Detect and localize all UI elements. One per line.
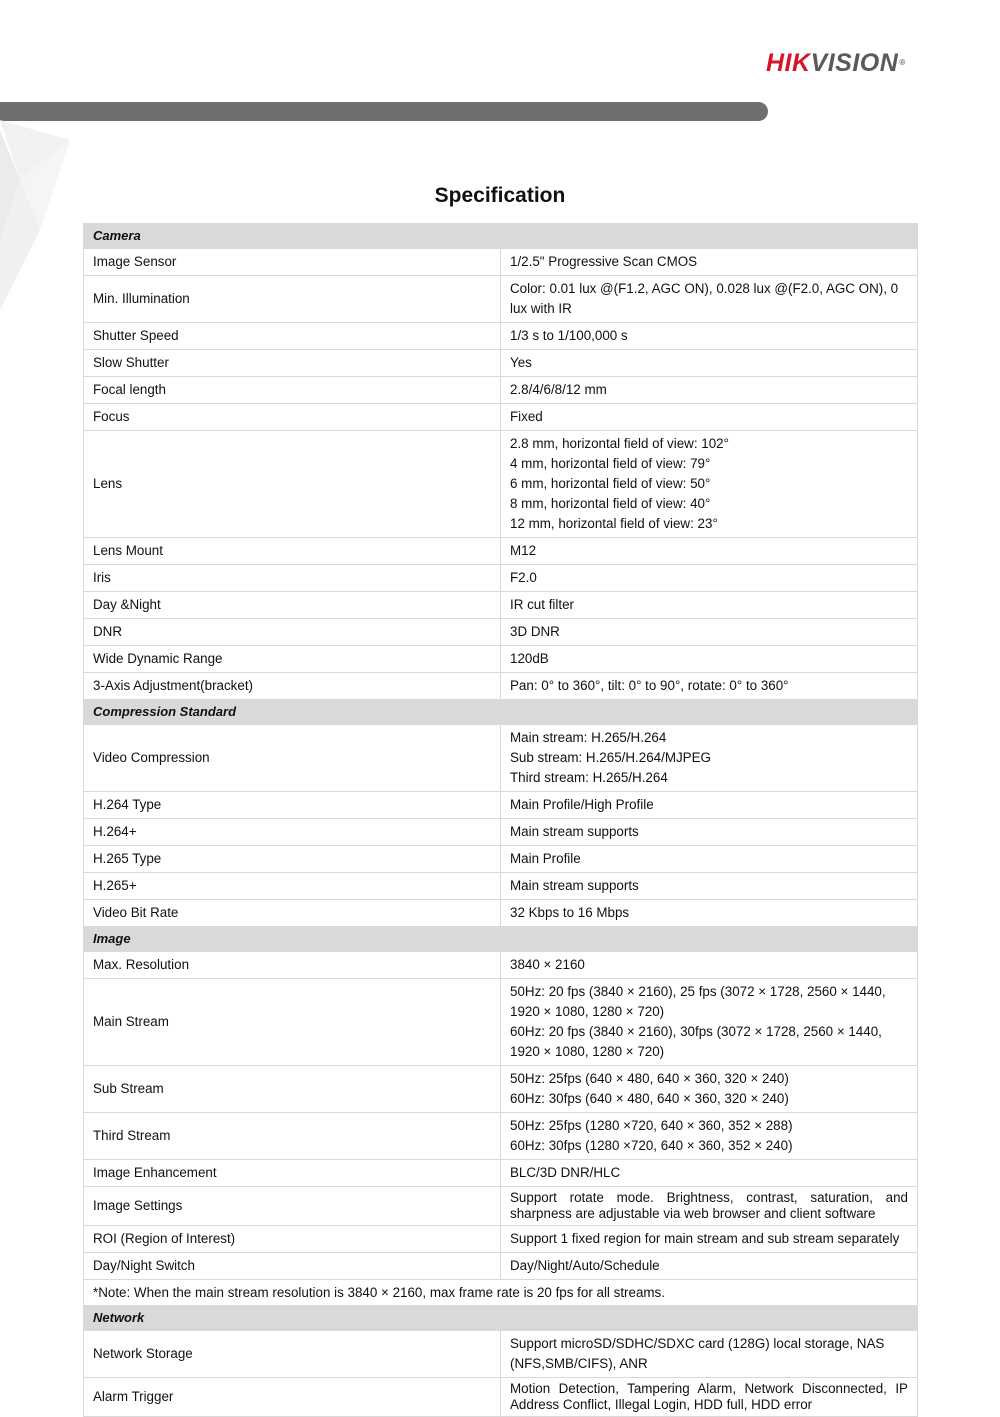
spec-value-line: 60Hz: 20 fps (3840 × 2160), 30fps (3072 × 1728, 2560 × 1440, 1920 × 1080, 1280 × 720) (510, 1024, 882, 1059)
spec-value (501, 1226, 918, 1253)
spec-value (501, 1253, 918, 1280)
spec-label: Sub Stream (84, 1066, 501, 1113)
spec-value-line: 2.8 mm, horizontal field of view: 102° (510, 436, 729, 451)
spec-value (501, 404, 918, 431)
table-row (84, 276, 918, 323)
spec-value-line: 50Hz: 25fps (640 × 480, 640 × 360, 320 × 240) (510, 1071, 789, 1086)
spec-value-line: Day/Night/Auto/Schedule (510, 1258, 660, 1273)
table-row (84, 1160, 918, 1187)
spec-value-line: 50Hz: 25fps (1280 ×720, 640 × 360, 352 × 288) (510, 1118, 793, 1133)
spec-value (501, 725, 918, 792)
spec-value (501, 673, 918, 700)
table-row (84, 1187, 918, 1226)
spec-value-line: BLC/3D DNR/HLC (510, 1165, 621, 1180)
spec-value-line: Fixed (510, 409, 543, 424)
spec-value (501, 1160, 918, 1187)
spec-label: Slow Shutter (84, 350, 501, 377)
table-row (84, 592, 918, 619)
note-row (84, 1280, 918, 1306)
spec-value (501, 873, 918, 900)
spec-label: Lens Mount (84, 538, 501, 565)
table-row (84, 725, 918, 792)
page-title: Specification (434, 184, 566, 207)
spec-value (501, 792, 918, 819)
spec-label: H.264 Type (84, 792, 501, 819)
spec-value (501, 619, 918, 646)
table-row (84, 673, 918, 700)
spec-value (501, 538, 918, 565)
header-bar (0, 102, 768, 121)
spec-label: Day &Night (84, 592, 501, 619)
spec-value-line: 8 mm, horizontal field of view: 40° (510, 496, 711, 511)
spec-value-line: Main stream supports (510, 824, 639, 839)
spec-value-line: 1/2.5" Progressive Scan CMOS (510, 254, 698, 269)
spec-label: Image Sensor (84, 249, 501, 276)
registered-mark: ® (899, 58, 906, 67)
section-heading: Compression Standard (84, 700, 918, 725)
spec-value-line: Motion Detection, Tampering Alarm, Network Disconnected, IP Address Conflict, Illegal Login, HDD full, HDD error (510, 1381, 908, 1412)
logo-part-grey: VISION (810, 49, 899, 77)
section-header (84, 1306, 918, 1331)
spec-label: Focal length (84, 377, 501, 404)
spec-value-line: 3840 × 2160 (510, 957, 585, 972)
spec-value-line: Support 1 fixed region for main stream and sub stream separately (510, 1231, 900, 1246)
spec-value (501, 350, 918, 377)
spec-value-line: 32 Kbps to 16 Mbps (510, 905, 630, 920)
table-row (84, 1253, 918, 1280)
spec-value-line: Main Profile/High Profile (510, 797, 654, 812)
spec-value-line: Support microSD/SDHC/SDXC card (128G) local storage, NAS (NFS,SMB/CIFS), ANR (510, 1336, 885, 1371)
table-row (84, 846, 918, 873)
spec-value-line: 120dB (510, 651, 549, 666)
table-row (84, 979, 918, 1066)
spec-label: Iris (84, 565, 501, 592)
table-row (84, 350, 918, 377)
spec-value-line: Yes (510, 355, 532, 370)
spec-value-line: F2.0 (510, 570, 537, 585)
spec-label: Wide Dynamic Range (84, 646, 501, 673)
spec-value (501, 323, 918, 350)
table-row (84, 1378, 918, 1417)
table-row (84, 619, 918, 646)
spec-value-line: Pan: 0° to 360°, tilt: 0° to 90°, rotate: 0° to 360° (510, 678, 789, 693)
table-row (84, 404, 918, 431)
spec-value (501, 952, 918, 979)
spec-value-line: 60Hz: 30fps (1280 ×720, 640 × 360, 352 × 240) (510, 1138, 793, 1153)
table-row (84, 792, 918, 819)
spec-value (501, 1378, 918, 1417)
spec-value (501, 565, 918, 592)
table-row (84, 819, 918, 846)
spec-label: Third Stream (84, 1113, 501, 1160)
section-heading: Network (84, 1306, 918, 1331)
spec-value (501, 900, 918, 927)
spec-label: Video Compression (84, 725, 501, 792)
spec-label: Network Storage (84, 1331, 501, 1378)
spec-value-line: Main Profile (510, 851, 581, 866)
spec-value-line: 2.8/4/6/8/12 mm (510, 382, 607, 397)
spec-value (501, 1113, 918, 1160)
table-row (84, 565, 918, 592)
spec-label: DNR (84, 619, 501, 646)
spec-label: H.265 Type (84, 846, 501, 873)
table-row (84, 249, 918, 276)
table-row (84, 1331, 918, 1378)
table-row (84, 900, 918, 927)
spec-value-line: Third stream: H.265/H.264 (510, 770, 668, 785)
section-heading: Image (84, 927, 918, 952)
spec-label: Max. Resolution (84, 952, 501, 979)
specification-table (83, 223, 918, 1417)
spec-label: Min. Illumination (84, 276, 501, 323)
spec-label: Shutter Speed (84, 323, 501, 350)
spec-value (501, 646, 918, 673)
spec-value-line: 60Hz: 30fps (640 × 480, 640 × 360, 320 × 240) (510, 1091, 789, 1106)
section-header (84, 927, 918, 952)
spec-label: H.265+ (84, 873, 501, 900)
table-row (84, 431, 918, 538)
section-header (84, 224, 918, 249)
table-row (84, 377, 918, 404)
spec-value-line: Color: 0.01 lux @(F1.2, AGC ON), 0.028 lux @(F2.0, AGC ON), 0 lux with IR (510, 281, 899, 316)
spec-label: Image Settings (84, 1187, 501, 1226)
spec-value (501, 592, 918, 619)
spec-value-line: 12 mm, horizontal field of view: 23° (510, 516, 718, 531)
table-row (84, 646, 918, 673)
table-row (84, 1066, 918, 1113)
section-heading: Camera (84, 224, 918, 249)
spec-value-line: 4 mm, horizontal field of view: 79° (510, 456, 711, 471)
spec-value-line: 6 mm, horizontal field of view: 50° (510, 476, 711, 491)
spec-label: Day/Night Switch (84, 1253, 501, 1280)
spec-value (501, 979, 918, 1066)
spec-value (501, 1066, 918, 1113)
spec-label: Focus (84, 404, 501, 431)
note-text: *Note: When the main stream resolution is 3840 × 2160, max frame rate is 20 fps for all streams. (84, 1280, 918, 1306)
spec-value (501, 276, 918, 323)
section-header (84, 700, 918, 725)
table-row (84, 1226, 918, 1253)
hikvision-logo (766, 48, 956, 78)
table-row (84, 952, 918, 979)
spec-value-line: Sub stream: H.265/H.264/MJPEG (510, 750, 711, 765)
table-row (84, 323, 918, 350)
spec-label: Main Stream (84, 979, 501, 1066)
spec-value-line: 1/3 s to 1/100,000 s (510, 328, 628, 343)
spec-value-line: Main stream: H.265/H.264 (510, 730, 667, 745)
spec-label: Lens (84, 431, 501, 538)
spec-value (501, 377, 918, 404)
spec-value (501, 846, 918, 873)
spec-value (501, 819, 918, 846)
spec-value-line: Main stream supports (510, 878, 639, 893)
table-row (84, 873, 918, 900)
spec-label: Alarm Trigger (84, 1378, 501, 1417)
logo-part-red: HIK (766, 49, 811, 77)
decorative-shard-graphic (0, 120, 80, 320)
table-row (84, 1113, 918, 1160)
spec-value-line: Support rotate mode. Brightness, contrast, saturation, and sharpness are adjustable via web browser and client software (510, 1190, 908, 1221)
spec-value (501, 431, 918, 538)
spec-label: H.264+ (84, 819, 501, 846)
spec-label: Video Bit Rate (84, 900, 501, 927)
spec-value (501, 1187, 918, 1226)
spec-value (501, 1331, 918, 1378)
spec-label: 3-Axis Adjustment(bracket) (84, 673, 501, 700)
spec-label: Image Enhancement (84, 1160, 501, 1187)
spec-value-line: IR cut filter (510, 597, 574, 612)
spec-value-line: 3D DNR (510, 624, 560, 639)
spec-value-line: 50Hz: 20 fps (3840 × 2160), 25 fps (3072 × 1728, 2560 × 1440, 1920 × 1080, 1280 × 720) (510, 984, 886, 1019)
spec-value (501, 249, 918, 276)
table-row (84, 538, 918, 565)
spec-label: ROI (Region of Interest) (84, 1226, 501, 1253)
spec-value-line: M12 (510, 543, 537, 558)
